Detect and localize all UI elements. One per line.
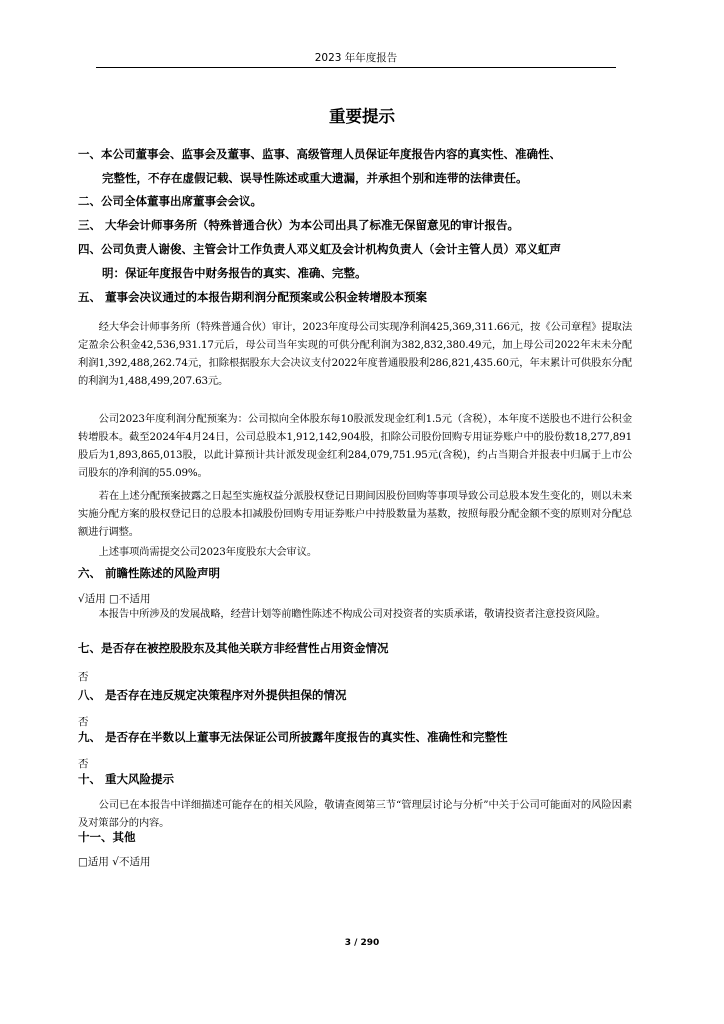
item-6-applicability: √适用 □不适用 [78, 593, 151, 605]
forward-looking-paragraph: 本报告中所涉及的发展战略，经营计划等前瞻性陈述不构成公司对投资者的实质承诺，敬请投资者注意投资风险。 [98, 608, 606, 620]
item-11-applicability: □适用 √不适用 [78, 856, 151, 868]
item-7-answer: 否 [78, 671, 89, 683]
item-9: 九、 是否存在半数以上董事无法保证公司所披露年度报告的真实性、准确性和完整性 [78, 730, 508, 744]
item-3: 三、 大华会计师事务所（特殊普通合伙）为本公司出具了标准无保留意见的审计报告。 [78, 218, 519, 232]
risk-paragraph: 公司已在本报告中详细描述可能存在的相关风险，敬请查阅第三节“管理层讨论与分析”中关于公司可能面对的风险因素及对策部分的内容。 [78, 799, 632, 830]
item-4-line-2: 明：保证年度报告中财务报告的真实、准确、完整。 [102, 266, 367, 280]
item-7: 七、是否存在被控股股东及其他关联方非经营性占用资金情况 [78, 641, 389, 655]
running-header: 2023 年年度报告 [314, 52, 398, 64]
distribution-paragraph: 公司2023年度利润分配预案为：公司拟向全体股东每10股派发现金红利1.5元（含税），本年度不送股也不进行公积金转增股本。截至2024年4月24日，公司总股本1,912,142,904股，扣除公司股份回购专用证券账户中的股份数18,277,891股后为1,893,865,013股，以此计算预计共计派发现金红利284,079,751.95元(含税)，约占当期合并报表中归属于上市公司股东的净利润的55.09%。 [78, 413, 632, 480]
shareholder-meeting-paragraph: 上述事项尚需提交公司2023年度股东大会审议。 [98, 546, 317, 558]
item-9-answer: 否 [78, 758, 89, 770]
item-10: 十、 重大风险提示 [78, 772, 175, 786]
item-1-line-1: 一、本公司董事会、监事会及董事、监事、高级管理人员保证年度报告内容的真实性、准确性、 [78, 147, 561, 161]
item-8-answer: 否 [78, 716, 89, 728]
header-divider [96, 67, 616, 68]
item-4-line-1: 四、公司负责人谢俊、主管会计工作负责人邓义虹及会计机构负责人（会计主管人员）邓义虹声 [78, 242, 561, 256]
item-6: 六、 前瞻性陈述的风险声明 [78, 566, 221, 580]
page-number: 3 / 290 [344, 938, 380, 948]
adjustment-paragraph: 若在上述分配预案披露之日起至实施权益分派股权登记日期间因股份回购等事项导致公司总股本发生变化的，则以未来实施分配方案的股权登记日的总股本扣减股份回购专用证券账户中持股数量为基数，按照每股分配金额不变的原则对分配总额进行调整。 [78, 490, 632, 539]
item-1-line-2: 完整性，不存在虚假记载、误导性陈述或重大遗漏，并承担个别和连带的法律责任。 [102, 171, 528, 185]
item-5: 五、 董事会决议通过的本报告期利润分配预案或公积金转增股本预案 [78, 290, 427, 304]
profit-paragraph: 经大华会计师事务所（特殊普通合伙）审计，2023年度母公司实现净利润425,369,311.66元，按《公司章程》提取法定盈余公积金42,536,931.17元后，母公司当年实现的可供分配利润为382,832,380.49元，加上母公司2022年末未分配利润1,392,488,262.74元，扣除根据股东大会决议支付2022年度普通股股利286,821,435.60元，年末累计可供股东分配的利润为1,488,499,207.63元。 [78, 321, 632, 388]
item-8: 八、 是否存在违反规定决策程序对外提供担保的情况 [78, 688, 347, 702]
item-11: 十一、其他 [78, 830, 136, 844]
page-title: 重要提示 [329, 107, 395, 126]
item-2: 二、公司全体董事出席董事会会议。 [78, 194, 262, 208]
